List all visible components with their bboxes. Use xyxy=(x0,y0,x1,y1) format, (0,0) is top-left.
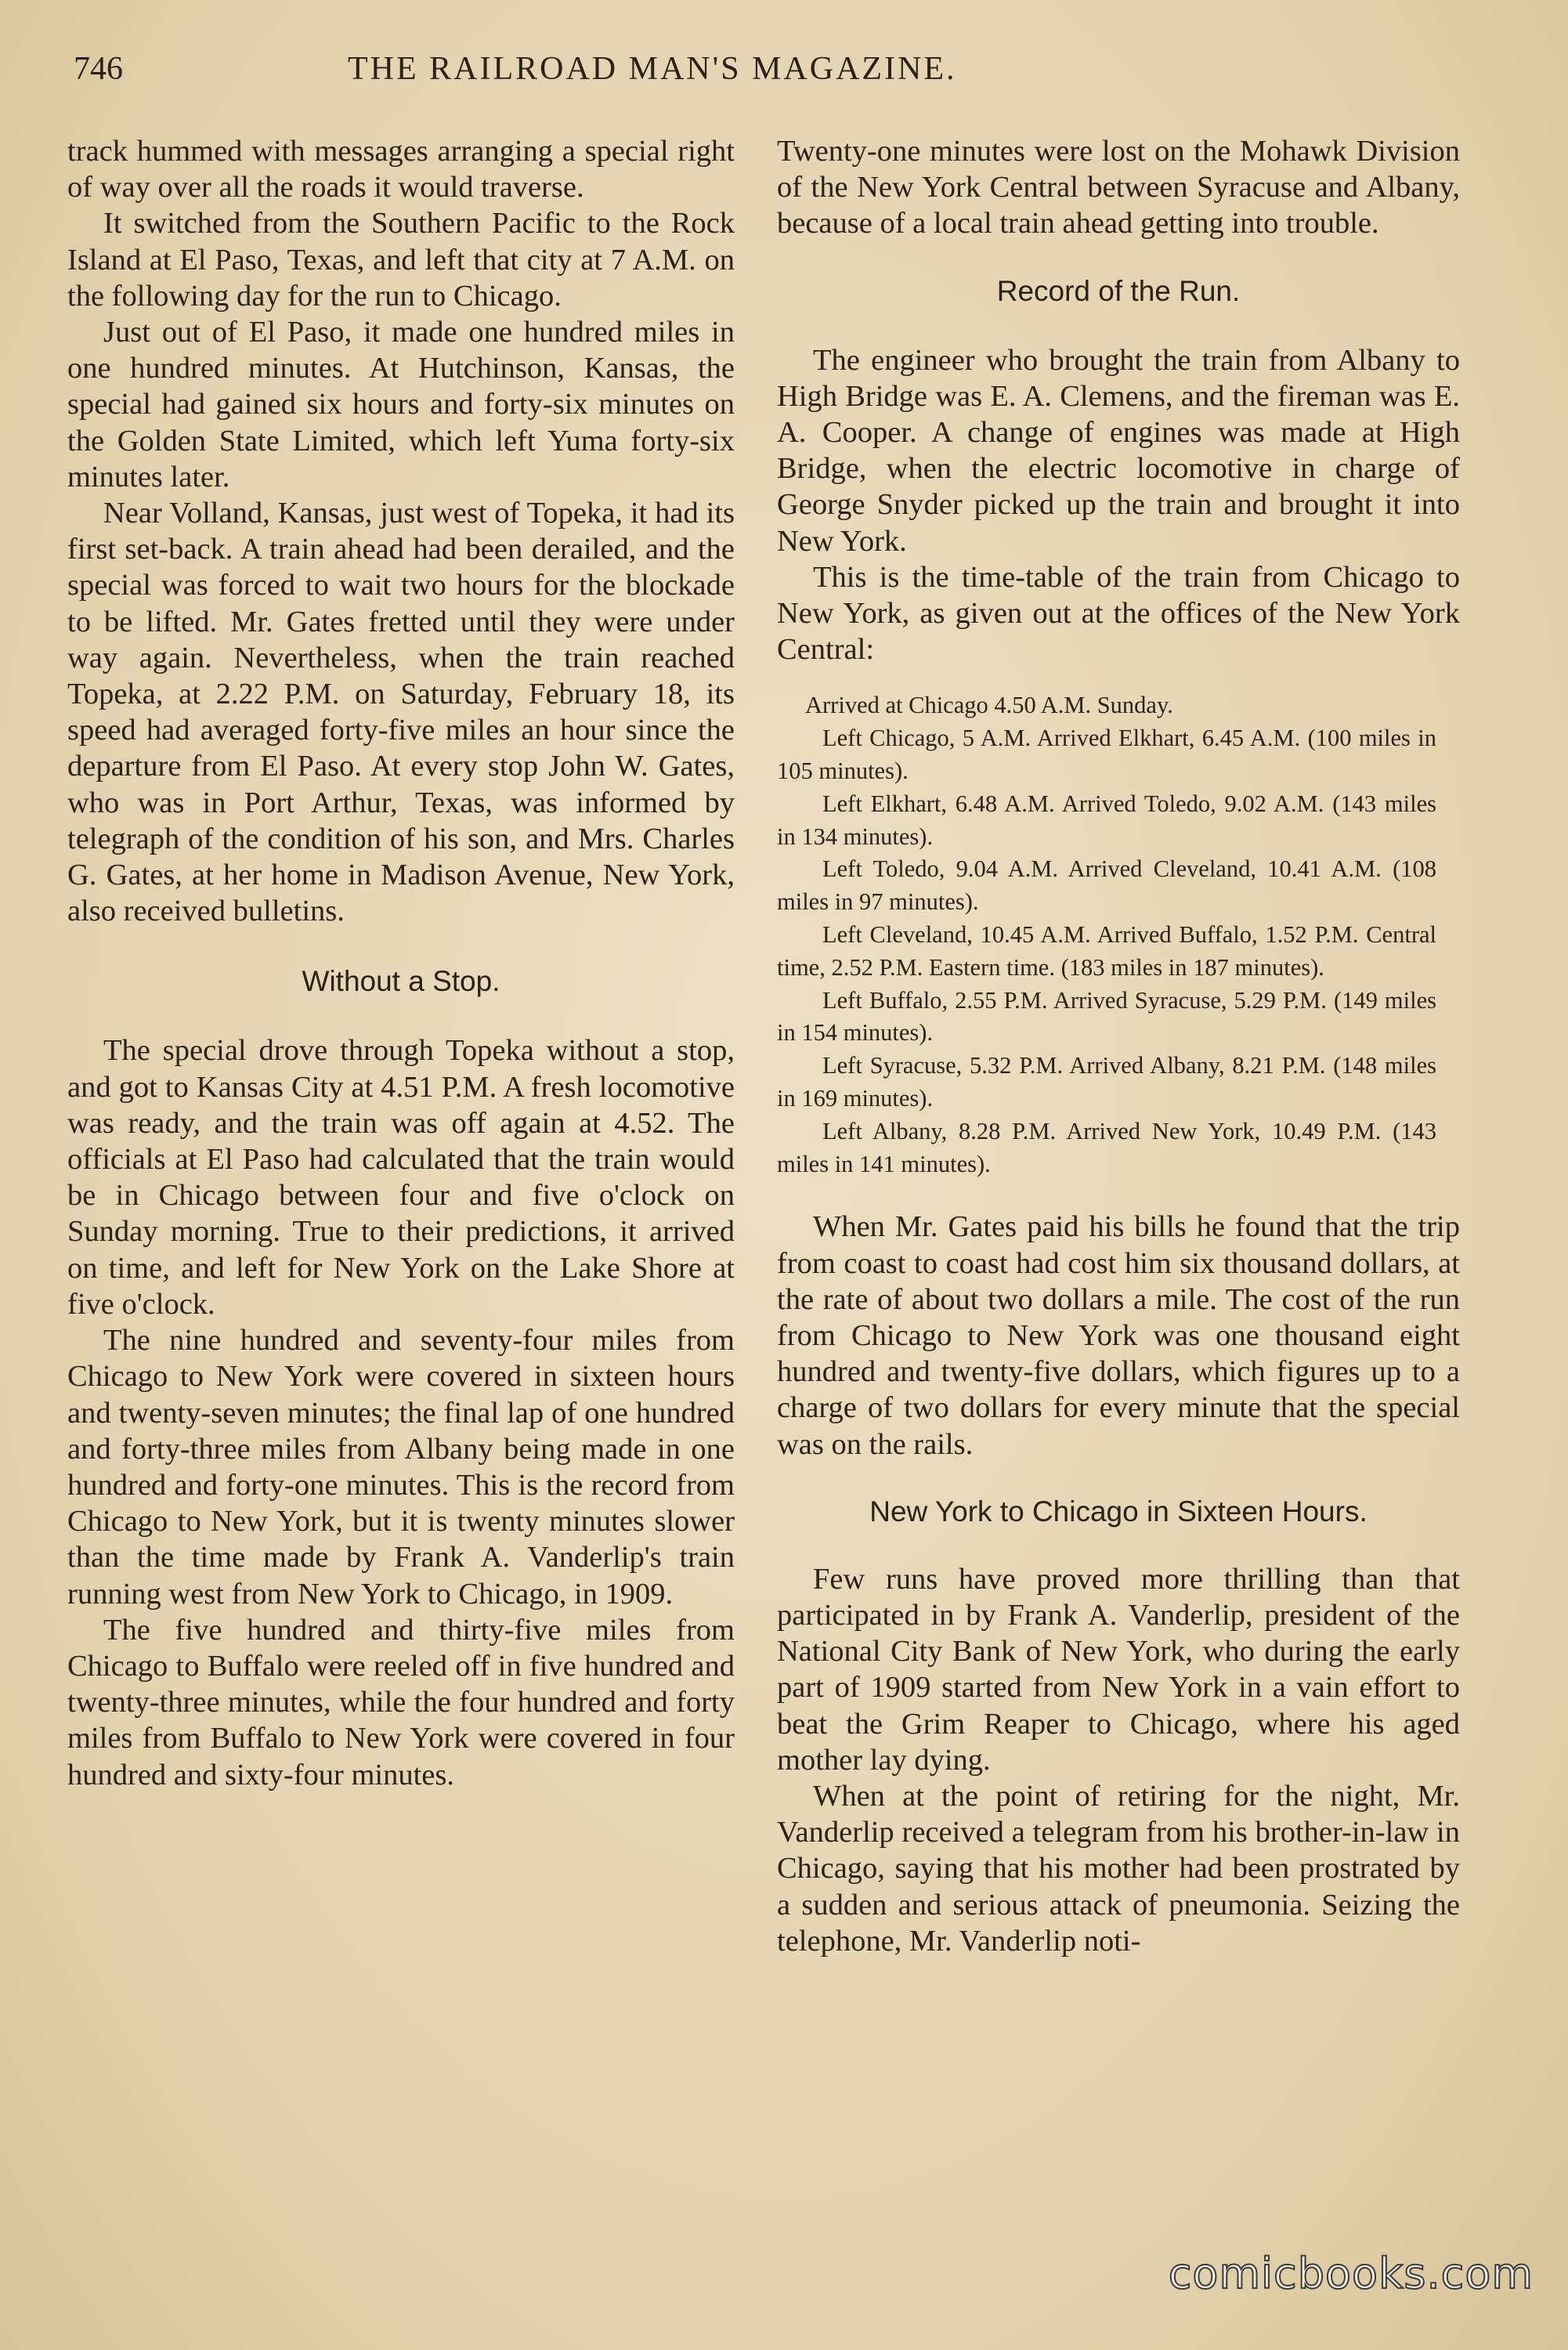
timetable-entry: Arrived at Chicago 4.50 A.M. Sunday. xyxy=(805,692,1173,719)
paragraph: Few runs have proved more thrilling than that participated in by Frank A. Vanderlip, president of the National City Bank of New York, who during the early part of 1909 started from New York in a vain effort to beat the Grim Reaper to Chicago, where his aged mother lay dying. xyxy=(777,1562,1460,1777)
timetable-entry: Left Syracuse, 5.32 P.M. Arrived Albany, 8.21 P.M. (148 miles in 169 minutes). xyxy=(777,1052,1436,1112)
page-number: 746 xyxy=(74,51,123,87)
left-column xyxy=(67,133,735,1793)
section-heading: Record of the Run. xyxy=(996,274,1241,307)
running-title: THE RAILROAD MAN'S MAGAZINE. xyxy=(348,51,957,87)
section-heading: Without a Stop. xyxy=(302,965,500,998)
timetable-entry: Left Buffalo, 2.55 P.M. Arrived Syracuse, 5.29 P.M. (149 miles in 154 minutes). xyxy=(777,986,1436,1047)
timetable-entry: Left Toledo, 9.04 A.M. Arrived Cleveland, 10.41 A.M. (108 miles in 97 minutes). xyxy=(777,855,1436,916)
paragraph: It switched from the Southern Pacific to the Rock Island at El Paso, Texas, and left that city at 7 A.M. on the following day for the run to Chicago. xyxy=(67,207,735,313)
section-heading: New York to Chicago in Sixteen Hours. xyxy=(869,1495,1367,1528)
paragraph: track hummed with messages arranging a special right of way over all the roads it would traverse. xyxy=(67,135,735,204)
paragraph: When Mr. Gates paid his bills he found that the trip from coast to coast had cost him six thousand dollars, at the rate of about two dollars a mile. The cost of the run from Chicago to New York was one thousand eight hundred and twenty-five dollars, which figures up to a charge of two dollars for every minute that the special was on the rails. xyxy=(777,1210,1460,1461)
paragraph: The special drove through Topeka without a stop, and got to Kansas City at 4.51 P.M. A fresh locomotive was ready, and the train was off again at 4.52. The officials at El Paso had calculated that the train would be in Chicago between four and five o'clock on Sunday morning. True to their predictions, it arrived on time, and left for New York on the Lake Shore at five o'clock. xyxy=(67,1034,735,1321)
timetable xyxy=(777,689,1460,1180)
timetable-entry: Left Elkhart, 6.48 A.M. Arrived Toledo, 9.02 A.M. (143 miles in 134 minutes). xyxy=(777,790,1436,850)
page-header xyxy=(74,50,1521,105)
paragraph: The nine hundred and seventy-four miles from Chicago to New York were covered in sixteen hours and twenty-seven minutes; the final lap of one hundred and forty-three miles from Albany being made in one hundred and forty-one minutes. This is the record from Chicago to New York, but it is twenty minutes slower than the time made by Frank A. Vanderlip's train running west from New York to Chicago, in 1909. xyxy=(67,1324,735,1611)
paragraph: The five hundred and thirty-five miles from Chicago to Buffalo were reeled off in five hundred and twenty-three minutes, while the four hundred and forty miles from Buffalo to New York were covered in four hundred and sixty-four minutes. xyxy=(67,1613,735,1791)
paragraph: Near Volland, Kansas, just west of Topeka, it had its first set-back. A train ahead had been derailed, and the special was forced to wait two hours for the blockade to be lifted. Mr. Gates fretted until they were under way again. Nevertheless, when the train reached Topeka, at 2.22 P.M. on Saturday, February 18, its speed had averaged forty-five miles an hour since the departure from El Paso. At every stop John W. Gates, who was in Port Arthur, Texas, was informed by telegraph of the condition of his son, and Mrs. Charles G. Gates, at her home in Madison Avenue, New York, also received bulletins. xyxy=(67,497,735,928)
timetable-entry: Left Cleveland, 10.45 A.M. Arrived Buffalo, 1.52 P.M. Central time, 2.52 P.M. Eastern time. (183 miles in 187 minutes). xyxy=(777,921,1436,981)
watermark: comicbooks.com xyxy=(1168,2249,1534,2298)
right-column xyxy=(777,133,1460,1959)
timetable-entry: Left Albany, 8.28 P.M. Arrived New York, 10.49 P.M. (143 miles in 141 minutes). xyxy=(777,1117,1436,1177)
paragraph: The engineer who brought the train from Albany to High Bridge was E. A. Clemens, and the fireman was E. A. Cooper. A change of engines was made at High Bridge, when the electric locomotive in charge of George Snyder picked up the train and brought it into New York. xyxy=(777,343,1460,558)
timetable-entry: Left Chicago, 5 A.M. Arrived Elkhart, 6.45 A.M. (100 miles in 105 minutes). xyxy=(777,725,1436,785)
paragraph: This is the time-table of the train from Chicago to New York, as given out at the offices of the New York Central: xyxy=(777,560,1460,667)
paragraph: Just out of El Paso, it made one hundred miles in one hundred minutes. At Hutchinson, Kansas, the special had gained six hours and forty-six minutes on the Golden State Limited, which left Yuma forty-six minutes later. xyxy=(67,316,735,494)
paragraph: When at the point of retiring for the night, Mr. Vanderlip received a telegram from his brother-in-law in Chicago, saying that his mother had been prostrated by a sudden and serious attack of pneumonia. Seizing the telephone, Mr. Vanderlip noti- xyxy=(777,1780,1460,1958)
paragraph: Twenty-one minutes were lost on the Mohawk Division of the New York Central between Syracuse and Albany, because of a local train ahead getting into trouble. xyxy=(777,135,1460,240)
